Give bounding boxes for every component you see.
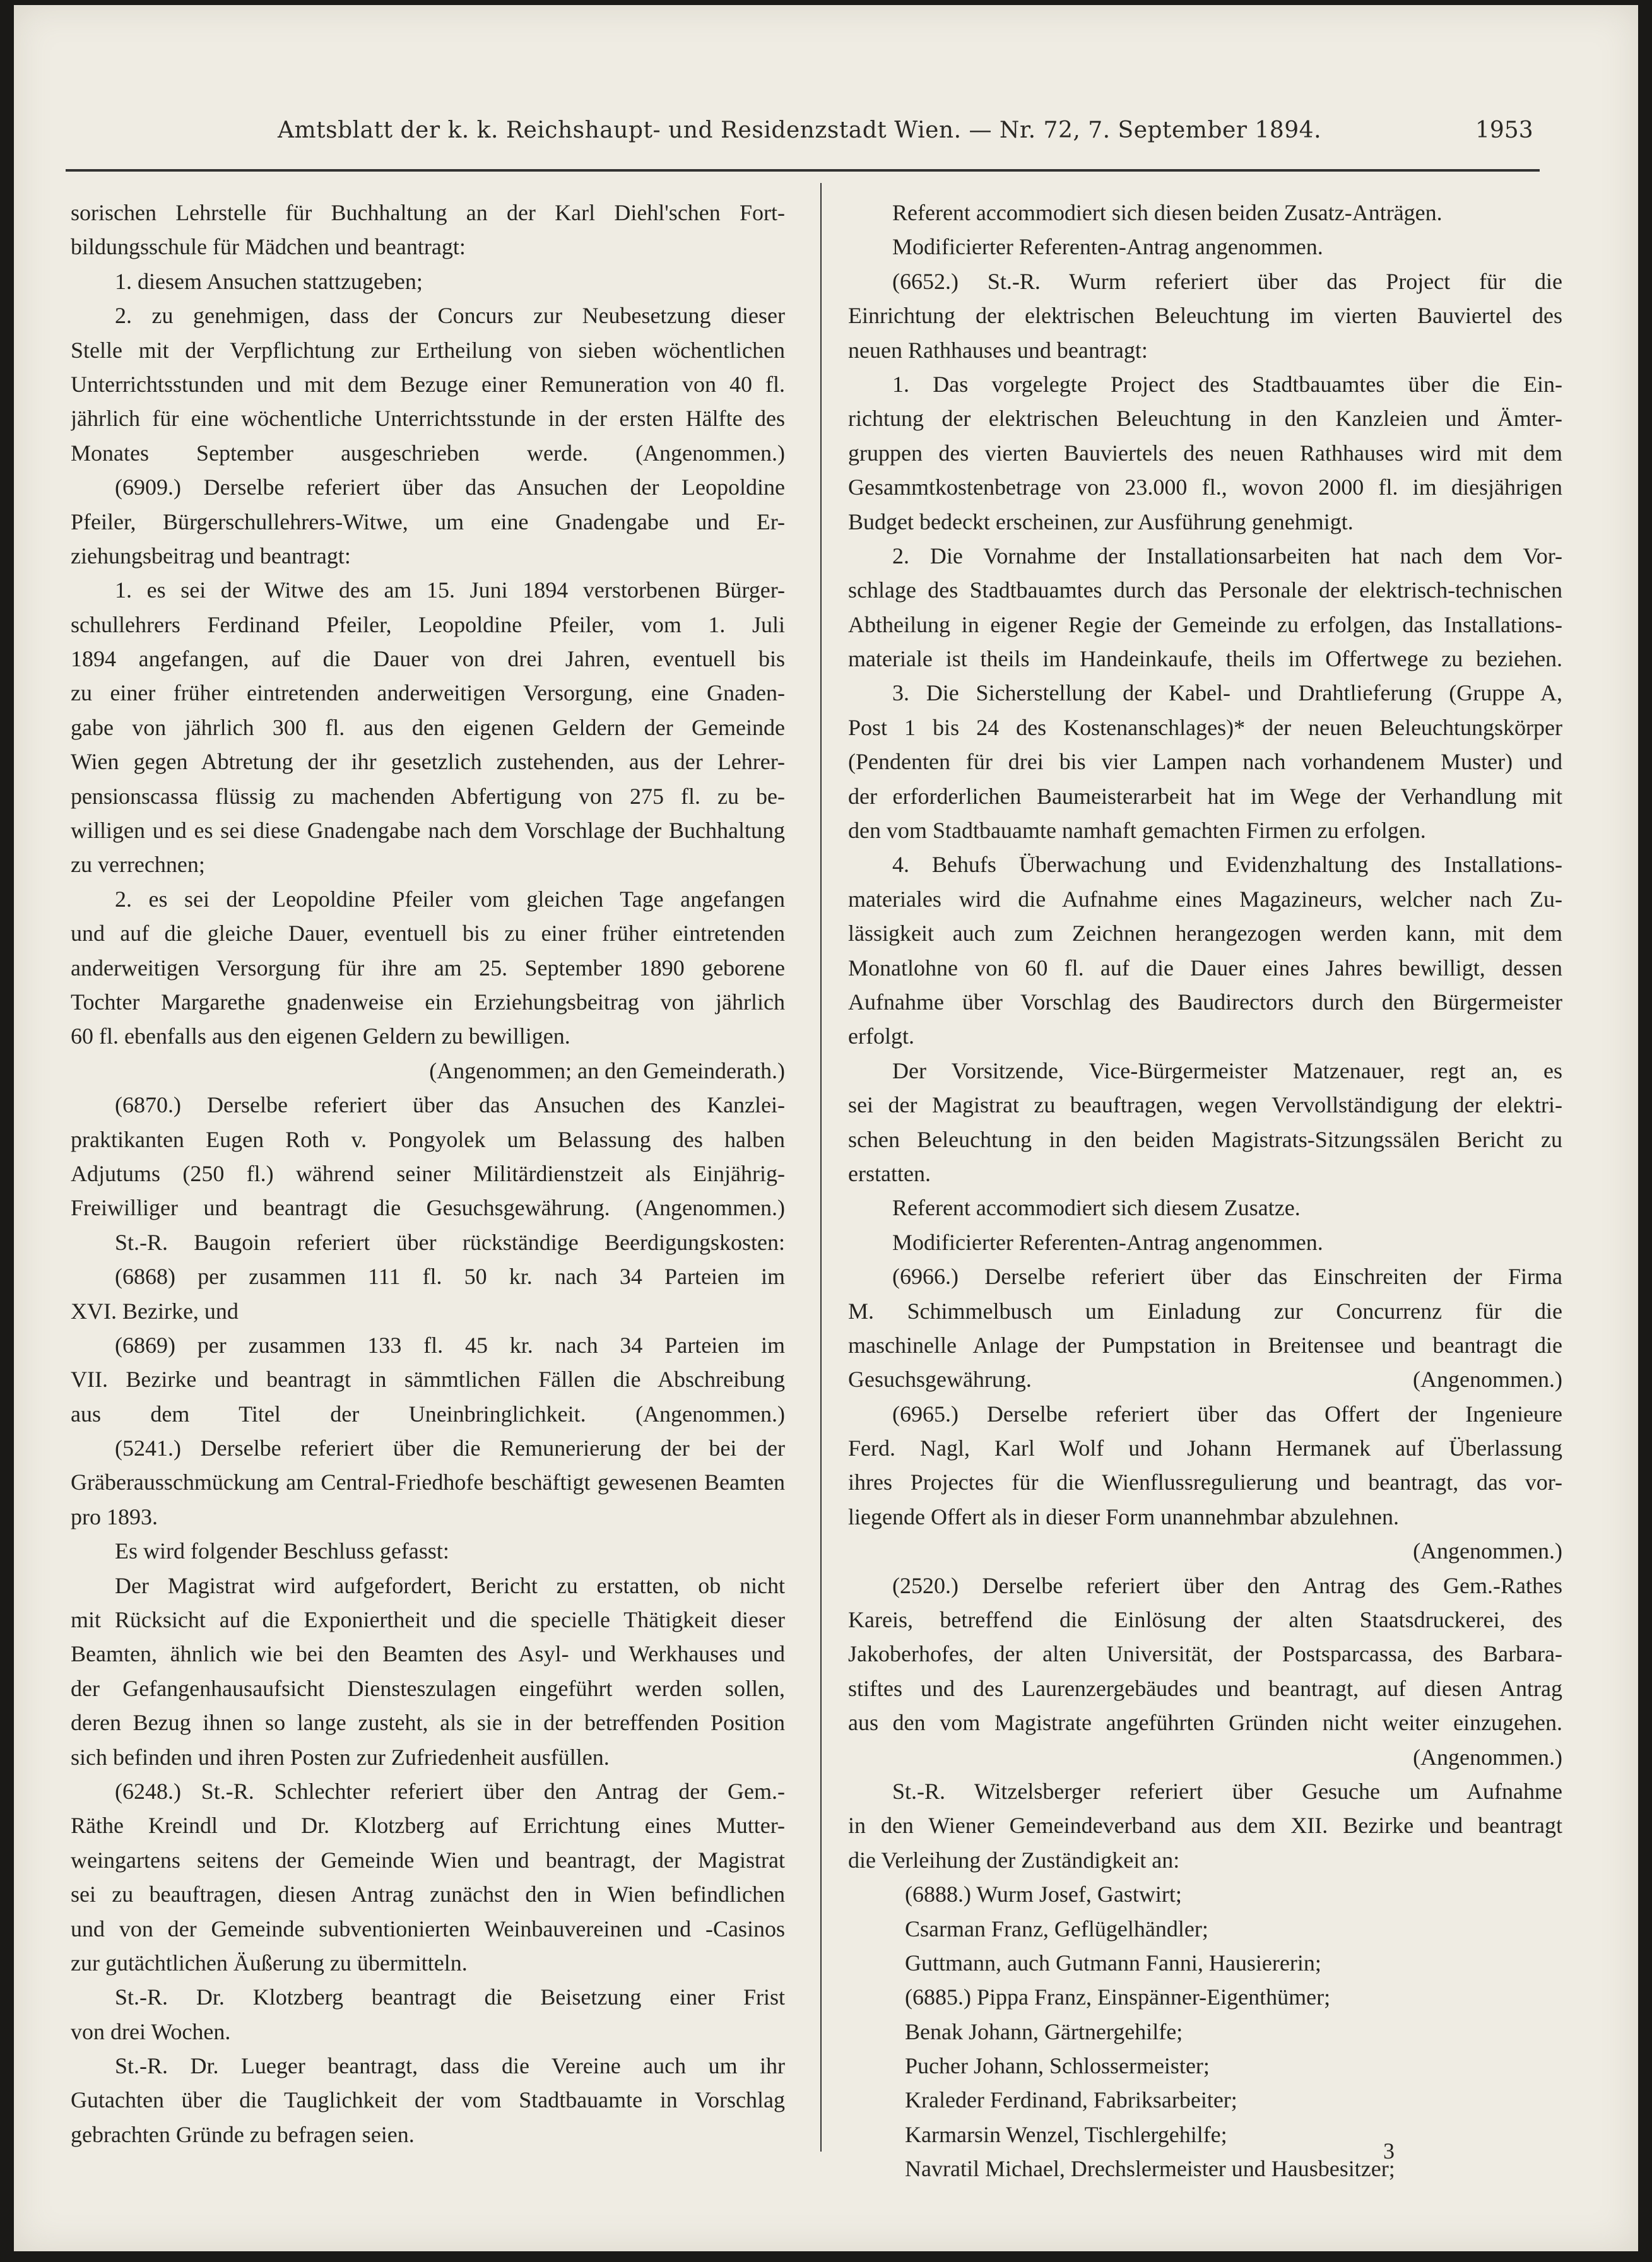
text-line: St.-R. Dr. Klotzberg beantragt die Beisetzung einer Frist [115, 1984, 785, 2010]
right-column [848, 196, 1562, 2186]
text-line: richtung der elektrischen Beleuchtung in den Kanzleien und Ämter- [848, 406, 1562, 432]
text-line: in den Wiener Gemeindeverband aus dem XII. Bezirke und beantragt [848, 1813, 1562, 1839]
text-line: Karmarsin Wenzel, Tischlergehilfe; [905, 2121, 1227, 2147]
text-line: von drei Wochen. [71, 2018, 231, 2044]
text-line: der erforderlichen Baumeisterarbeit hat im Wege der Verhandlung mit [848, 783, 1562, 809]
text-line: Monatlohne von 60 fl. auf die Dauer eines Jahres bewilligt, dessen [848, 955, 1562, 981]
text-line: sorischen Lehrstelle für Buchhaltung an der Karl Diehl'schen Fort- [71, 200, 785, 225]
text-line: Pfeiler, Bürgerschullehrers-Witwe, um eine Gnadengabe und Er- [71, 509, 785, 534]
text-line: schullehrers Ferdinand Pfeiler, Leopoldine Pfeiler, vom 1. Juli [71, 611, 785, 637]
text-line: 3. Die Sicherstellung der Kabel- und Drahtlieferung (Gruppe A, [892, 680, 1562, 706]
text-line: Referent accommodiert sich diesen beiden Zusatz-Anträgen. [892, 200, 1443, 225]
text-line: Kareis, betreffend die Einlösung der alten Staatsdruckerei, des [848, 1607, 1562, 1633]
text-line: stiftes und des Laurenzergebäudes und beantragt, auf diesen Antrag [848, 1675, 1562, 1701]
text-line: den vom Stadtbauamte namhaft gemachten Firmen zu erfolgen. [848, 818, 1426, 844]
text-line: Guttmann, auch Gutmann Fanni, Hausiererin; [905, 1950, 1321, 1976]
text-line: Adjutums (250 fl.) während seiner Militärdienstzeit als Einjährig- [71, 1160, 785, 1186]
column-divider [820, 183, 822, 2152]
text-line: 60 fl. ebenfalls aus den eigenen Geldern zu bewilligen. [71, 1023, 570, 1049]
text-line: der Gefangenhausaufsicht Diensteszulagen eingeführt werden sollen, [71, 1675, 785, 1701]
text-line: (6869) per zusammen 133 fl. 45 kr. nach 34 Parteien im [115, 1332, 785, 1358]
text-line: 1. es sei der Witwe des am 15. Juni 1894 verstorbenen Bürger- [115, 577, 785, 603]
text-line: (6888.) Wurm Josef, Gastwirt; [905, 1882, 1182, 1907]
page-number: 1953 [1475, 117, 1533, 143]
text-line: gruppen des vierten Bauviertels des neuen Rathhauses wird mit dem [848, 440, 1562, 466]
text-line: (Angenommen.) [1413, 1744, 1562, 1770]
text-line: materiales wird die Aufnahme eines Magazineurs, welcher nach Zu- [848, 886, 1562, 912]
text-line: (6909.) Derselbe referiert über das Ansuchen der Leopoldine [115, 474, 785, 500]
text-line: anderweitigen Versorgung für ihre am 25. September 1890 geborene [71, 955, 785, 981]
text-line: VII. Bezirke und beantragt in sämmtlichen Fällen die Abschreibung [71, 1367, 785, 1393]
text-line: (Angenommen; an den Gemeinderath.) [429, 1057, 785, 1083]
text-line: 1. Das vorgelegte Project des Stadtbauamtes über die Ein- [892, 371, 1562, 397]
text-line: St.-R. Dr. Lueger beantragt, dass die Vereine auch um ihr [115, 2053, 785, 2079]
text-line: Modificierter Referenten-Antrag angenommen. [892, 234, 1323, 260]
text-line: neuen Rathhauses und beantragt: [848, 337, 1148, 363]
text-line: liegende Offert als in dieser Form unannehmbar abzulehnen. [848, 1504, 1400, 1529]
text-line: und auf die gleiche Dauer, eventuell bis zu einer früher eintretenden [71, 921, 785, 946]
text-line: Tochter Margarethe gnadenweise ein Erziehungsbeitrag von jährlich [71, 989, 785, 1015]
signature-mark: 3 [1383, 2138, 1395, 2164]
text-line: Unterrichtsstunden und mit dem Bezuge einer Remuneration von 40 fl. [71, 371, 785, 397]
page-header: Amtsblatt der k. k. Reichshaupt- und Residenzstadt Wien. — Nr. 72, 7. September 1894. [278, 117, 1322, 143]
text-line: (6870.) Derselbe referiert über das Ansuchen des Kanzlei- [115, 1092, 785, 1118]
text-line: materiale ist theils im Handeinkaufe, theils im Offertwege zu beziehen. [848, 646, 1562, 672]
text-line: pensionscassa flüssig zu machenden Abfertigung von 275 fl. zu be- [71, 783, 785, 809]
text-line: 4. Behufs Überwachung und Evidenzhaltung des Installations- [892, 852, 1562, 878]
text-line: Gutachten über die Tauglichkeit der vom Stadtbauamte in Vorschlag [71, 2087, 785, 2113]
text-line: zu einer früher eintretenden anderweitigen Versorgung, eine Gnaden- [71, 680, 785, 706]
text-line: Der Magistrat wird aufgefordert, Bericht zu erstatten, ob nicht [115, 1572, 785, 1598]
text-line: Gesammtkostenbetrage von 23.000 fl., wovon 2000 fl. im diesjährigen [848, 474, 1562, 500]
text-line: Einrichtung der elektrischen Beleuchtung im vierten Bauviertel des [848, 303, 1562, 329]
text-line: maschinelle Anlage der Pumpstation in Breitensee und beantragt die [848, 1332, 1562, 1358]
text-line: praktikanten Eugen Roth v. Pongyolek um Belassung des halben [71, 1126, 785, 1152]
text-line: schlage des Stadtbauamtes durch das Personale der elektrisch-technischen [848, 577, 1562, 603]
text-line: Aufnahme über Vorschlag des Baudirectors durch den Bürgermeister [848, 989, 1562, 1015]
text-line: gabe von jährlich 300 fl. aus den eigenen Geldern der Gemeinde [71, 714, 785, 740]
text-line: jährlich für eine wöchentliche Unterrichtsstunde in der ersten Hälfte des [71, 406, 785, 432]
text-line: (6868) per zusammen 111 fl. 50 kr. nach 34 Parteien im [115, 1264, 785, 1290]
text-line: Es wird folgender Beschluss gefasst: [115, 1538, 449, 1564]
text-line: sei zu beauftragen, diesen Antrag zunächst den in Wien befindlichen [71, 1882, 785, 1907]
text-line: Budget bedeckt erscheinen, zur Ausführung genehmigt. [848, 509, 1354, 534]
text-line: deren Bezug ihnen so lange zusteht, als sie in der betreffenden Position [71, 1710, 785, 1736]
text-line: 1894 angefangen, auf die Dauer von drei Jahren, eventuell bis [71, 646, 785, 672]
text-line: Gräberausschmückung am Central-Friedhofe beschäftigt gewesenen Beamten [71, 1470, 785, 1495]
text-line: willigen und es sei diese Gnadengabe nach dem Vorschlage der Buchhaltung [71, 818, 785, 844]
text-line: schen Beleuchtung in den beiden Magistrats-Sitzungssälen Bericht zu [848, 1126, 1562, 1152]
text-line: (6966.) Derselbe referiert über das Einschreiten der Firma [892, 1264, 1562, 1290]
header-rule [66, 169, 1540, 172]
text-line: Jakoberhofes, der alten Universität, der Postsparcassa, des Barbara- [848, 1641, 1562, 1667]
text-line: zu verrechnen; [71, 852, 205, 878]
text-line: Gesuchsgewährung. (Angenommen.) [848, 1367, 1562, 1393]
text-line: Benak Johann, Gärtnergehilfe; [905, 2018, 1183, 2044]
text-line: 2. Die Vornahme der Installationsarbeiten hat nach dem Vor- [892, 543, 1562, 568]
text-line: aus dem Titel der Uneinbringlichkeit. (Angenommen.) [71, 1401, 785, 1427]
text-line: lässigkeit auch zum Zeichnen herangezogen werden kann, mit dem [848, 921, 1562, 946]
text-line: die Verleihung der Zuständigkeit an: [848, 1847, 1180, 1873]
text-line: (5241.) Derselbe referiert über die Remunerierung der bei der [115, 1435, 785, 1461]
text-line: Ferd. Nagl, Karl Wolf und Johann Hermanek auf Überlassung [848, 1435, 1562, 1461]
text-line: Navratil Michael, Drechslermeister und Hausbesitzer; [905, 2156, 1395, 2182]
text-line: erstatten. [848, 1160, 931, 1186]
text-line: mit Rücksicht auf die Exponiertheit und die specielle Thätigkeit dieser [71, 1607, 785, 1633]
text-line: St.-R. Witzelsberger referiert über Gesuche um Aufnahme [892, 1778, 1562, 1804]
text-line: (Angenommen.) [1413, 1538, 1562, 1564]
text-line: gebrachten Gründe zu befragen seien. [71, 2121, 415, 2147]
text-line: zur gutächtlichen Äußerung zu übermitteln. [71, 1950, 468, 1976]
text-line: (6248.) St.-R. Schlechter referiert über den Antrag der Gem.- [115, 1778, 785, 1804]
text-line: (6885.) Pippa Franz, Einspänner-Eigenthümer; [905, 1984, 1331, 2010]
text-line: Pucher Johann, Schlossermeister; [905, 2053, 1210, 2079]
left-column [71, 196, 785, 2152]
text-line: Beamten, ähnlich wie bei den Beamten des Asyl- und Werkhauses und [71, 1641, 785, 1667]
text-line: Modificierter Referenten-Antrag angenommen. [892, 1229, 1323, 1255]
text-line: weingartens seitens der Gemeinde Wien und beantragt, der Magistrat [71, 1847, 785, 1873]
text-line: Monates September ausgeschrieben werde. (Angenommen.) [71, 440, 785, 466]
text-line: Räthe Kreindl und Dr. Klotzberg auf Errichtung eines Mutter- [71, 1813, 785, 1839]
text-line: Referent accommodiert sich diesem Zusatze. [892, 1195, 1301, 1221]
text-line: bildungsschule für Mädchen und beantragt: [71, 234, 466, 260]
text-line: Csarman Franz, Geflügelhändler; [905, 1916, 1208, 1941]
text-line: Der Vorsitzende, Vice-Bürgermeister Matzenauer, regt an, es [892, 1057, 1562, 1083]
text-line: Kraleder Ferdinand, Fabriksarbeiter; [905, 2087, 1237, 2113]
text-line: pro 1893. [71, 1504, 158, 1529]
text-line: 2. zu genehmigen, dass der Concurs zur Neubesetzung dieser [115, 303, 785, 329]
text-line: erfolgt. [848, 1023, 914, 1049]
text-line: ziehungsbeitrag und beantragt: [71, 543, 351, 568]
text-line: (6652.) St.-R. Wurm referiert über das Project für die [892, 268, 1562, 294]
text-line: (2520.) Derselbe referiert über den Antrag des Gem.-Rathes [892, 1572, 1562, 1598]
text-line: XVI. Bezirke, und [71, 1298, 239, 1324]
text-line: (Pendenten für drei bis vier Lampen nach vorhandenem Muster) und [848, 749, 1562, 775]
text-line: sich befinden und ihren Posten zur Zufriedenheit ausfüllen. [71, 1744, 610, 1770]
text-line: Stelle mit der Verpflichtung zur Ertheilung von sieben wöchentlichen [71, 337, 785, 363]
text-line: Freiwilliger und beantragt die Gesuchsgewährung. (Angenommen.) [71, 1195, 785, 1221]
text-line: 1. diesem Ansuchen stattzugeben; [115, 268, 423, 294]
text-line: sei der Magistrat zu beauftragen, wegen Vervollständigung der elektri- [848, 1092, 1562, 1118]
text-line: St.-R. Baugoin referiert über rückständige Beerdigungskosten: [115, 1229, 785, 1255]
text-line: ihres Projectes für die Wienflussregulierung und beantragt, das vor- [848, 1470, 1562, 1495]
text-line: und von der Gemeinde subventionierten Weinbauvereinen und -Casinos [71, 1916, 785, 1941]
text-line: aus den vom Magistrate angeführten Gründen nicht weiter einzugehen. [848, 1710, 1562, 1736]
text-line: M. Schimmelbusch um Einladung zur Concurrenz für die [848, 1298, 1562, 1324]
text-line: Post 1 bis 24 des Kostenanschlages)* der neuen Beleuchtungskörper [848, 714, 1562, 740]
text-line: Wien gegen Abtretung der ihr gesetzlich zustehenden, aus der Lehrer- [71, 749, 785, 775]
text-line: Abtheilung in eigener Regie der Gemeinde zu erfolgen, das Installations- [848, 611, 1562, 637]
text-line: (6965.) Derselbe referiert über das Offert der Ingenieure [892, 1401, 1562, 1427]
text-line: 2. es sei der Leopoldine Pfeiler vom gleichen Tage angefangen [115, 886, 785, 912]
